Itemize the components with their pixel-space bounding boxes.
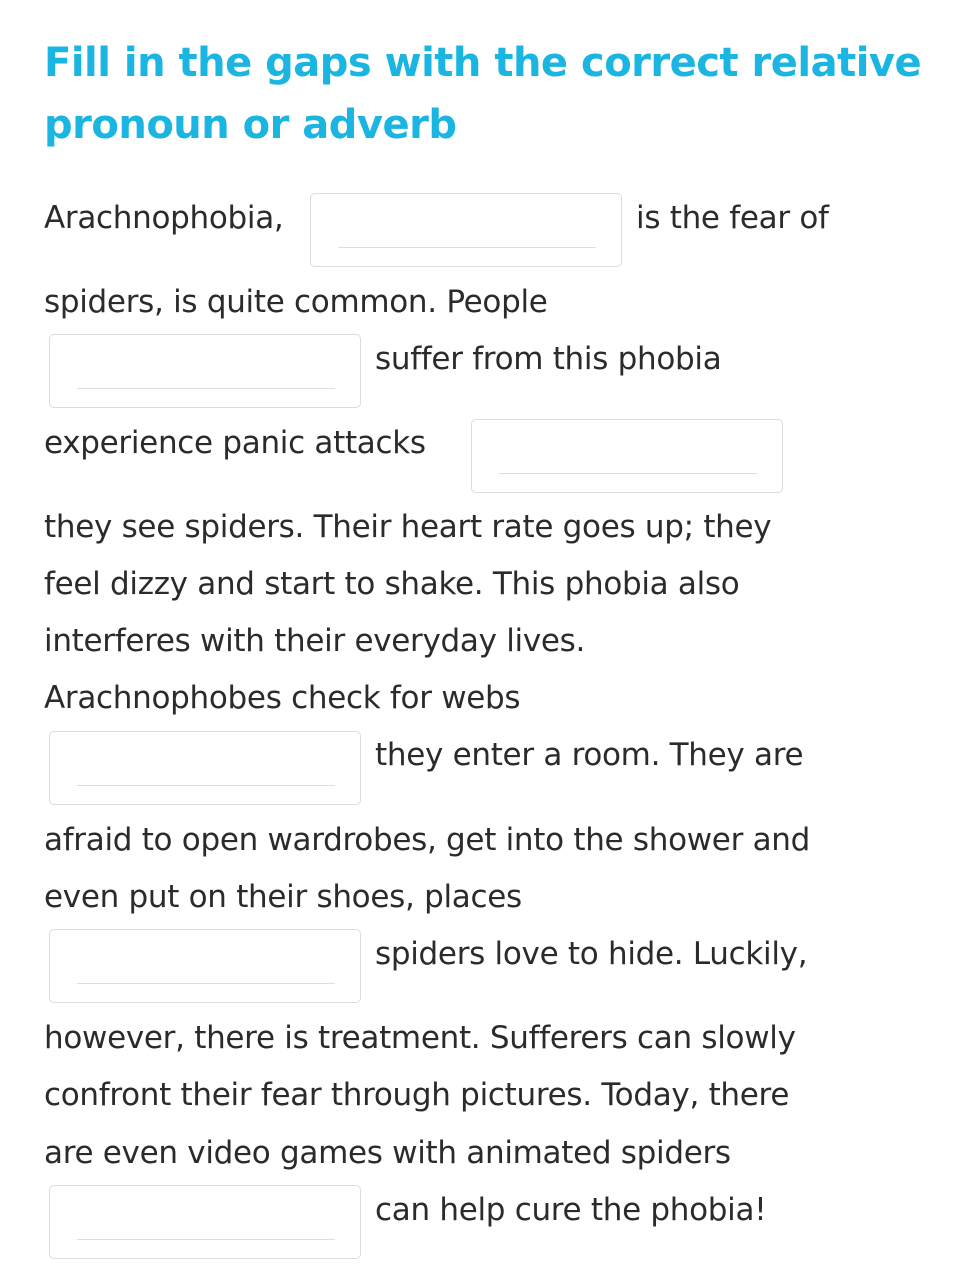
gap-4-field[interactable] <box>76 742 336 782</box>
passage-text: can help cure the phobia! <box>375 1192 767 1228</box>
passage-text: they enter a room. They are <box>375 737 804 773</box>
passage-text: even put on their shoes, places <box>44 879 522 915</box>
exercise-title: Fill in the gaps with the correct relative pronoun or adverb <box>44 40 922 148</box>
gap-underline <box>77 388 335 389</box>
passage-text: feel dizzy and start to shake. This phobia also <box>44 566 740 602</box>
gap-6-field[interactable] <box>76 1196 336 1236</box>
gap-underline <box>499 473 757 474</box>
gap-1-field[interactable] <box>337 204 597 244</box>
passage-text: however, there is treatment. Sufferers can slowly <box>44 1020 796 1056</box>
passage-text: suffer from this phobia <box>375 341 722 377</box>
passage-text: spiders, is quite common. People <box>44 284 548 320</box>
gap-input-2[interactable] <box>49 334 361 408</box>
gap-underline <box>77 983 335 984</box>
gap-underline <box>77 785 335 786</box>
passage-text: is the fear of <box>636 200 829 236</box>
gap-3-field[interactable] <box>498 430 758 470</box>
passage-text: experience panic attacks <box>44 425 426 461</box>
passage-text: confront their fear through pictures. Today, there <box>44 1077 790 1113</box>
passage-text: afraid to open wardrobes, get into the shower and <box>44 822 810 858</box>
gap-5-field[interactable] <box>76 940 336 980</box>
gap-2-field[interactable] <box>76 345 336 385</box>
gap-input-3[interactable] <box>471 419 783 493</box>
gap-input-1[interactable] <box>310 193 622 267</box>
passage-text: interferes with their everyday lives. <box>44 623 586 659</box>
gap-underline <box>338 247 596 248</box>
passage-text: are even video games with animated spiders <box>44 1135 731 1171</box>
gap-input-5[interactable] <box>49 929 361 1003</box>
gap-input-4[interactable] <box>49 731 361 805</box>
passage-text: they see spiders. Their heart rate goes up; they <box>44 509 772 545</box>
passage-text: Arachnophobes check for webs <box>44 680 521 716</box>
passage-text: Arachnophobia, <box>44 200 284 236</box>
gap-underline <box>77 1239 335 1240</box>
passage-text: spiders love to hide. Luckily, <box>375 936 808 972</box>
gap-input-6[interactable] <box>49 1185 361 1259</box>
